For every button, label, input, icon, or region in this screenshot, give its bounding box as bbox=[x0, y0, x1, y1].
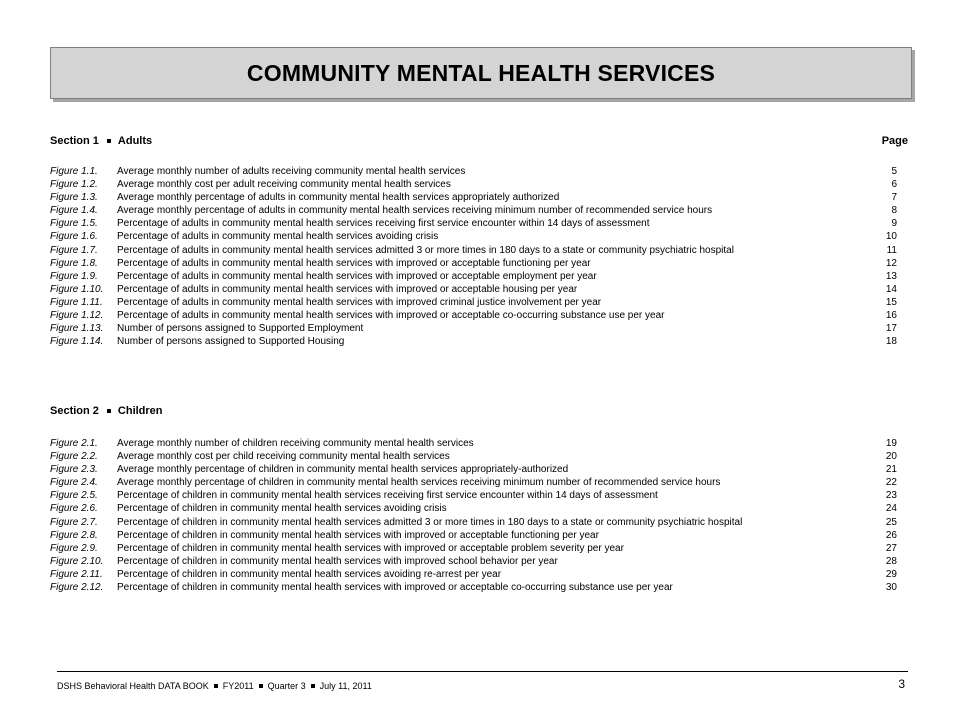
title-banner bbox=[50, 47, 912, 99]
figure-description: Average monthly cost per adult receiving community mental health services bbox=[117, 179, 451, 191]
figure-page-number: 17 bbox=[885, 323, 897, 335]
section-2-label: Section 2 bbox=[50, 405, 99, 417]
toc-entry[interactable] bbox=[50, 322, 910, 335]
figure-description: Percentage of children in community mental health services with improved or acceptable functioning per year bbox=[117, 529, 599, 541]
figure-description: Percentage of adults in community mental health services with improved criminal justice involvement per year bbox=[117, 296, 602, 308]
figure-page-number: 22 bbox=[885, 477, 897, 489]
figure-page-number: 18 bbox=[885, 336, 897, 348]
figure-description: Number of persons assigned to Supported Employment bbox=[117, 323, 364, 335]
section-2-figure-list bbox=[50, 437, 910, 594]
bullet-square-icon bbox=[107, 409, 111, 413]
section-1-label: Section 1 bbox=[50, 135, 99, 147]
page-title: COMMUNITY MENTAL HEALTH SERVICES bbox=[246, 59, 716, 86]
figure-page-number: 23 bbox=[885, 490, 897, 502]
figure-number: Figure 1.7. bbox=[50, 244, 98, 256]
figure-description: Average monthly percentage of adults in community mental health services receiving minimum number of recommended service hours bbox=[117, 205, 713, 217]
figure-description: Percentage of adults in community mental health services with improved or acceptable co-occurring substance use per year bbox=[117, 310, 665, 322]
figure-description: Percentage of adults in community mental health services admitted 3 or more times in 180 days to a state or community psychiatric hospital bbox=[117, 244, 734, 256]
figure-description: Percentage of children in community mental health services receiving first service encounter within 14 days of assessment bbox=[117, 490, 658, 502]
figure-description: Average monthly percentage of children in community mental health services appropriately-authorized bbox=[117, 464, 569, 476]
figure-page-number: 27 bbox=[885, 542, 897, 554]
section-1-name: Adults bbox=[117, 135, 153, 147]
figure-number: Figure 2.5. bbox=[50, 490, 98, 502]
figure-page-number: 5 bbox=[891, 166, 897, 177]
toc-entry[interactable] bbox=[50, 568, 910, 581]
figure-number: Figure 1.10. bbox=[50, 283, 104, 295]
figure-page-number: 21 bbox=[885, 464, 897, 476]
toc-entry[interactable] bbox=[50, 516, 910, 529]
figure-page-number: 15 bbox=[885, 296, 897, 308]
toc-entry[interactable] bbox=[50, 217, 910, 230]
figure-description: Number of persons assigned to Supported Housing bbox=[117, 336, 345, 348]
footer-fiscal-year: FY2011 bbox=[222, 681, 254, 691]
figure-description: Percentage of children in community mental health services avoiding crisis bbox=[117, 503, 447, 515]
figure-page-number: 9 bbox=[891, 218, 897, 230]
toc-entry[interactable] bbox=[50, 555, 910, 568]
figure-page-number: 16 bbox=[885, 310, 897, 322]
figure-description: Percentage of adults in community mental health services with improved or acceptable housing per year bbox=[117, 283, 578, 295]
toc-entry[interactable] bbox=[50, 309, 910, 322]
figure-number: Figure 2.8. bbox=[50, 529, 98, 541]
figure-number: Figure 1.12. bbox=[50, 310, 104, 322]
bullet-square-icon bbox=[107, 139, 111, 143]
bullet-square-icon bbox=[214, 684, 218, 688]
figure-description: Percentage of children in community mental health services with improved or acceptable co-occurring substance use per year bbox=[117, 582, 673, 594]
toc-entry[interactable] bbox=[50, 529, 910, 542]
toc-entry[interactable] bbox=[50, 463, 910, 476]
figure-page-number: 25 bbox=[885, 516, 897, 528]
figure-description: Percentage of adults in community mental health services avoiding crisis bbox=[117, 231, 439, 243]
figure-number: Figure 1.2. bbox=[50, 179, 98, 191]
figure-description: Percentage of adults in community mental health services receiving first service encounter within 14 days of assessment bbox=[117, 218, 650, 230]
figure-number: Figure 1.1. bbox=[50, 166, 98, 177]
section-1-figure-list bbox=[50, 165, 910, 348]
figure-description: Percentage of adults in community mental health services with improved or acceptable functioning per year bbox=[117, 257, 591, 269]
toc-entry[interactable] bbox=[50, 257, 910, 270]
figure-description: Percentage of adults in community mental health services with improved or acceptable employment per year bbox=[117, 270, 597, 282]
figure-description: Percentage of children in community mental health services avoiding re-arrest per year bbox=[117, 568, 502, 580]
figure-number: Figure 2.6. bbox=[50, 503, 98, 515]
figure-number: Figure 1.9. bbox=[50, 270, 98, 282]
figure-description: Average monthly percentage of children in community mental health services receiving minimum number of recommended service hours bbox=[117, 477, 721, 489]
toc-entry[interactable] bbox=[50, 165, 910, 178]
figure-page-number: 12 bbox=[885, 257, 897, 269]
figure-description: Average monthly percentage of adults in community mental health services appropriately authorized bbox=[117, 192, 560, 204]
footer bbox=[57, 681, 372, 691]
figure-page-number: 14 bbox=[885, 283, 897, 295]
figure-number: Figure 1.14. bbox=[50, 336, 104, 348]
toc-entry[interactable] bbox=[50, 244, 910, 257]
figure-number: Figure 1.3. bbox=[50, 192, 98, 204]
section-2-header bbox=[50, 405, 910, 417]
toc-entry[interactable] bbox=[50, 489, 910, 502]
figure-description: Percentage of children in community mental health services with improved or acceptable problem severity per year bbox=[117, 542, 624, 554]
toc-entry[interactable] bbox=[50, 581, 910, 594]
figure-number: Figure 2.2. bbox=[50, 451, 98, 463]
toc-entry[interactable] bbox=[50, 230, 910, 243]
footer-book-title: DSHS Behavioral Health DATA BOOK bbox=[57, 681, 209, 691]
toc-entry[interactable] bbox=[50, 450, 910, 463]
figure-page-number: 29 bbox=[885, 568, 897, 580]
toc-entry[interactable] bbox=[50, 437, 910, 450]
toc-entry[interactable] bbox=[50, 476, 910, 489]
toc-entry[interactable] bbox=[50, 191, 910, 204]
figure-page-number: 28 bbox=[885, 555, 897, 567]
section-2-name: Children bbox=[117, 405, 163, 417]
figure-number: Figure 2.3. bbox=[50, 464, 98, 476]
figure-page-number: 26 bbox=[885, 529, 897, 541]
toc-entry[interactable] bbox=[50, 270, 910, 283]
figure-page-number: 13 bbox=[885, 270, 897, 282]
figure-page-number: 24 bbox=[885, 503, 897, 515]
figure-number: Figure 2.4. bbox=[50, 477, 98, 489]
figure-description: Percentage of children in community mental health services admitted 3 or more times in 180 days to a state or community psychiatric hospital bbox=[117, 516, 743, 528]
figure-number: Figure 1.4. bbox=[50, 205, 98, 217]
figure-description: Percentage of children in community mental health services with improved school behavior per year bbox=[117, 555, 558, 567]
figure-number: Figure 2.1. bbox=[50, 438, 98, 449]
figure-page-number: 8 bbox=[891, 205, 897, 217]
toc-entry[interactable] bbox=[50, 296, 910, 309]
footer-quarter: Quarter 3 bbox=[267, 681, 306, 691]
page-column-header: Page bbox=[881, 135, 908, 147]
figure-number: Figure 1.6. bbox=[50, 231, 98, 243]
toc-entry[interactable] bbox=[50, 335, 910, 348]
figure-number: Figure 1.13. bbox=[50, 323, 104, 335]
toc-entry[interactable] bbox=[50, 542, 910, 555]
figure-number: Figure 1.11. bbox=[50, 296, 103, 308]
figure-number: Figure 1.8. bbox=[50, 257, 98, 269]
section-1-header bbox=[50, 135, 910, 147]
figure-page-number: 6 bbox=[891, 179, 897, 191]
bullet-square-icon bbox=[259, 684, 263, 688]
figure-number: Figure 2.11. bbox=[50, 568, 103, 580]
figure-description: Average monthly cost per child receiving community mental health services bbox=[117, 451, 450, 463]
figure-number: Figure 2.9. bbox=[50, 542, 98, 554]
figure-page-number: 11 bbox=[886, 244, 897, 256]
figure-number: Figure 2.7. bbox=[50, 516, 98, 528]
toc-entry[interactable] bbox=[50, 204, 910, 217]
figure-number: Figure 2.10. bbox=[50, 555, 104, 567]
figure-number: Figure 1.5. bbox=[50, 218, 98, 230]
toc-entry[interactable] bbox=[50, 283, 910, 296]
footer-date: July 11, 2011 bbox=[319, 681, 372, 691]
figure-page-number: 10 bbox=[885, 231, 897, 243]
figure-page-number: 30 bbox=[885, 582, 897, 594]
figure-page-number: 19 bbox=[885, 438, 897, 449]
figure-page-number: 20 bbox=[885, 451, 897, 463]
page-number: 3 bbox=[898, 677, 905, 691]
figure-description: Average monthly number of children receiving community mental health services bbox=[117, 438, 474, 449]
figure-number: Figure 2.12. bbox=[50, 582, 104, 594]
toc-entry[interactable] bbox=[50, 178, 910, 191]
figure-page-number: 7 bbox=[891, 192, 897, 204]
toc-entry[interactable] bbox=[50, 502, 910, 515]
footer-divider bbox=[57, 671, 908, 672]
figure-description: Average monthly number of adults receiving community mental health services bbox=[117, 166, 466, 177]
bullet-square-icon bbox=[311, 684, 315, 688]
